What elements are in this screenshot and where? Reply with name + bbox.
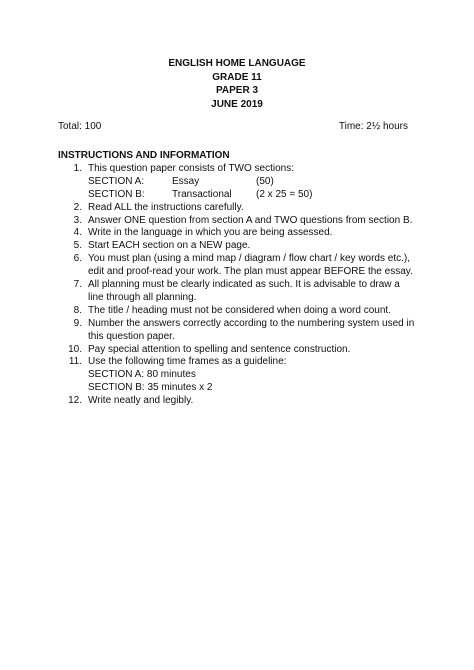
section-marks: (50) [256, 175, 274, 187]
section-type: Transactional [172, 188, 232, 200]
item-text: The title / heading must not be considered when doing a word count. [88, 304, 391, 316]
subject-title: ENGLISH HOME LANGUAGE [168, 58, 306, 69]
total-marks: Total: 100 [58, 121, 102, 132]
instruction-item [58, 395, 418, 408]
item-text: Use the following time frames as a guideline: [88, 356, 287, 368]
instruction-item [58, 279, 418, 305]
item-number: 5. [73, 240, 82, 252]
timeframe-section-a: SECTION A: 80 minutes [88, 369, 196, 381]
instructions-block [58, 150, 418, 408]
item-text: Number the answers correctly according to the numbering system used in this question paper. [88, 317, 415, 342]
time-allowed: Time: 2½ hours [338, 121, 408, 132]
item-text: Write in the language in which you are being assessed. [88, 227, 333, 239]
instruction-item [58, 227, 418, 240]
item-text: Write neatly and legibly. [88, 395, 194, 407]
instructions-heading: INSTRUCTIONS AND INFORMATION [58, 150, 230, 161]
item-number: 8. [73, 304, 82, 316]
item-text: Read ALL the instructions carefully. [88, 201, 244, 213]
exam-header [0, 57, 474, 111]
section-label: SECTION B: [88, 188, 145, 200]
item-number: 7. [73, 279, 82, 291]
exam-date: JUNE 2019 [211, 98, 263, 110]
instruction-item [58, 215, 418, 228]
item-text: Answer ONE question from section A and TWO questions from section B. [88, 214, 413, 226]
instruction-item [58, 253, 418, 279]
instruction-item [58, 202, 418, 215]
section-type: Essay [172, 175, 200, 187]
item-number: 4. [73, 227, 82, 239]
timeframe-section-b: SECTION B: 35 minutes x 2 [88, 382, 213, 394]
instruction-item [58, 163, 418, 202]
instruction-item [58, 240, 418, 253]
item-text: This question paper consists of TWO sections: [88, 162, 295, 174]
section-b-row [88, 189, 418, 202]
grade-label: GRADE 11 [212, 71, 262, 83]
section-marks: (2 x 25 = 50) [256, 188, 313, 200]
item-number: 1. [73, 162, 82, 174]
item-number: 12. [68, 395, 82, 407]
item-text: You must plan (using a mind map / diagram / flow chart / key words etc.), edit and proof-read your work. The plan must appear BEFORE the essay. [88, 253, 413, 278]
item-text: Pay special attention to spelling and sentence construction. [88, 343, 351, 355]
section-a-row [88, 176, 418, 189]
item-text: All planning must be clearly indicated as such. It is advisable to draw a line through all planning. [88, 279, 400, 303]
instruction-item [58, 305, 418, 318]
instruction-item [58, 318, 418, 344]
section-label: SECTION A: [88, 175, 145, 187]
instruction-item [58, 344, 418, 357]
item-text: Start EACH section on a NEW page. [88, 240, 251, 252]
item-number: 9. [73, 317, 82, 329]
item-number: 11. [68, 356, 82, 368]
paper-label: PAPER 3 [215, 85, 259, 96]
item-number: 6. [73, 253, 82, 265]
item-number: 10. [68, 343, 82, 355]
item-number: 3. [73, 214, 82, 226]
item-number: 2. [73, 201, 82, 213]
instruction-item [58, 356, 418, 395]
